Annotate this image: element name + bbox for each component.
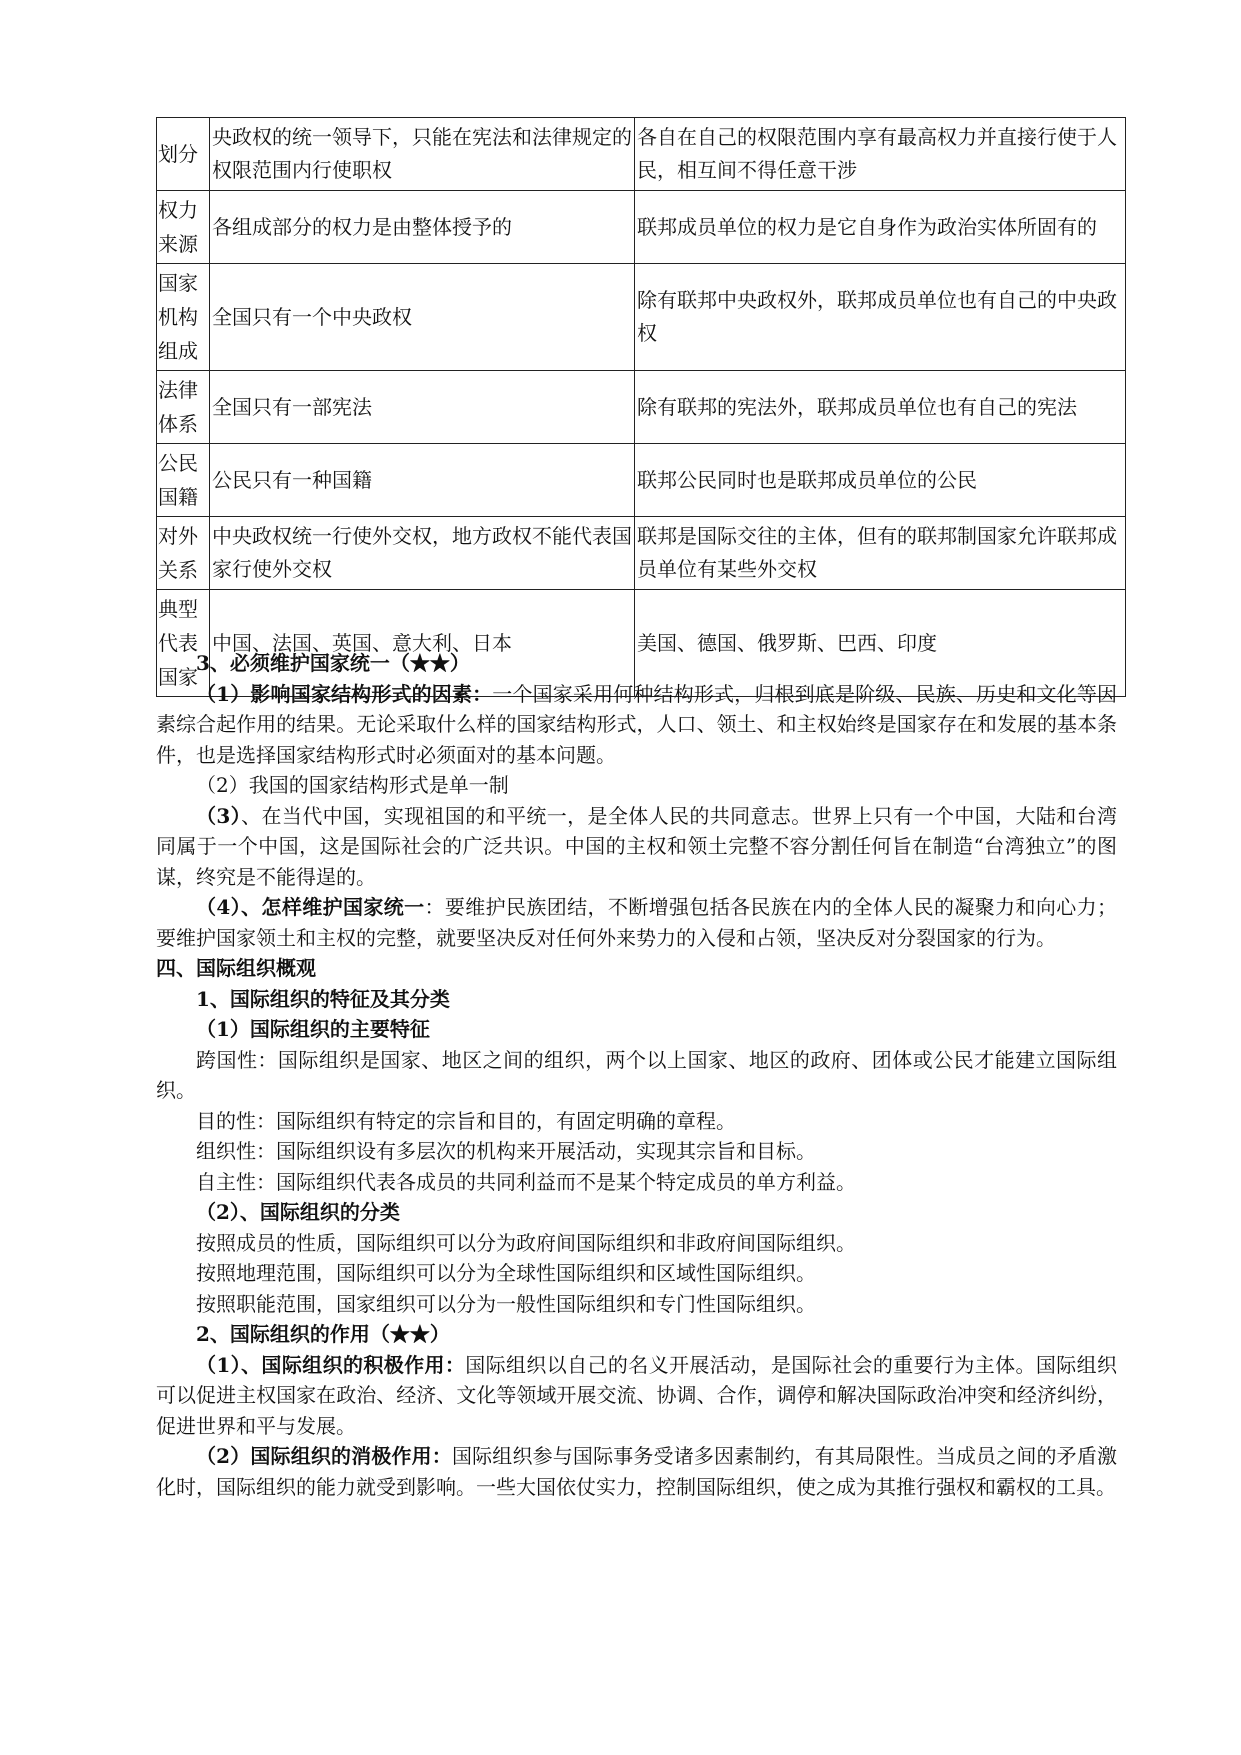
paragraph (156, 1350, 1117, 1442)
table-row (157, 264, 1126, 371)
feature-paragraph: 目的性：国际组织有特定的宗旨和目的，有固定明确的章程。 (196, 1108, 736, 1133)
paragraph-label: （3） (196, 803, 242, 828)
row-label: 对外关系 (157, 517, 210, 590)
table-row (157, 517, 1126, 590)
subheading-text: 2、国际组织的作用（★★） (196, 1322, 450, 1346)
paragraph-text: 国际组织以自己的名义开展活动，是国际社会的重要行为主体。国际组织可以促进主权国家在政治、经济、文化等领域开展交流、协调、合作，调停和解决国际政治冲突和经济纠纷，促进世界和平与发展。 (156, 1352, 1117, 1438)
paragraph-label: （1）、国际组织的积极作用： (196, 1352, 466, 1377)
unitary-cell: 各组成部分的权力是由整体授予的 (210, 191, 635, 264)
row-label: 国家机构组成 (157, 264, 210, 371)
federal-cell: 联邦是国际交往的主体，但有的联邦制国家允许联邦成员单位有某些外交权 (635, 517, 1126, 590)
unitary-cell: 中央政权统一行使外交权，地方政权不能代表国家行使外交权 (210, 517, 635, 590)
feature-paragraph: 自主性：国际组织代表各成员的共同利益而不是某个特定成员的单方利益。 (196, 1169, 856, 1194)
comparison-table (156, 117, 1126, 697)
table-row (157, 118, 1126, 191)
paragraph-label: （2）国际组织的消极作用： (196, 1444, 452, 1468)
subheading (156, 1197, 1117, 1228)
paragraph-text: 国际组织参与国际事务受诸多因素制约，有其局限性。当成员之间的矛盾激化时，国际组织的能力就受到影响。一些大国依仗实力，控制国际组织，使之成为其推行强权和霸权的工具。 (156, 1444, 1118, 1499)
unitary-cell: 央政权的统一领导下，只能在宪法和法律规定的权限范围内行使职权 (210, 118, 635, 191)
paragraph-text: 一个国家采用何种结构形式，归根到底是阶级、民族、历史和文化等因素综合起作用的结果。无论采取什么样的国家结构形式，人口、领土、和主权始终是国家存在和发展的基本条件，也是选择国家结构形式时必须面对的基本问题。 (156, 681, 1117, 767)
row-label: 法律体系 (157, 371, 210, 444)
federal-cell: 联邦成员单位的权力是它自身作为政治实体所固有的 (635, 191, 1126, 264)
subheading (156, 1014, 1117, 1045)
unitary-cell: 全国只有一部宪法 (210, 371, 635, 444)
row-label: 典型代表国家 (157, 590, 210, 697)
unitary-cell: 公民只有一种国籍 (210, 444, 635, 517)
row-label: 公民国籍 (157, 444, 210, 517)
comparison-table-body (157, 118, 1126, 697)
table-row (157, 191, 1126, 264)
class-paragraph: 按照成员的性质，国际组织可以分为政府间国际组织和非政府间国际组织。 (196, 1230, 856, 1255)
unitary-cell: 全国只有一个中央政权 (210, 264, 635, 371)
paragraph-text: 、在当代中国，实现祖国的和平统一，是全体人民的共同意志。世界上只有一个中国，大陆和台湾同属于一个中国，这是国际社会的广泛共识。中国的主权和领土完整不容分割任何旨在制造“台湾独立”的图谋，终究是不能得逞的。 (156, 803, 1118, 889)
paragraph (156, 801, 1117, 893)
unitary-cell: 中国、法国、英国、意大利、日本 (210, 590, 635, 697)
table-row (157, 444, 1126, 517)
subheading-text: 1、国际组织的特征及其分类 (196, 986, 450, 1011)
body-text (156, 648, 1117, 1502)
paragraph-label: （4）、怎样维护国家统一 (196, 895, 425, 919)
feature-paragraph: 跨国性：国际组织是国家、地区之间的组织，两个以上国家、地区的政府、团体或公民才能建立国际组织。 (156, 1047, 1117, 1102)
subheading (156, 1319, 1117, 1350)
heading-text: 3、必须维护国家统一（★★） (196, 651, 470, 675)
table-row (157, 371, 1126, 444)
paragraph (156, 679, 1117, 771)
row-label: 权力来源 (157, 191, 210, 264)
paragraph (156, 1441, 1117, 1502)
paragraph-label: （1）影响国家结构形式的因素： (196, 681, 493, 706)
subheading-text: （2）、国际组织的分类 (196, 1200, 400, 1224)
paragraph-text: ：要维护民族团结，不断增强包括各民族在内的全体人民的凝聚力和向心力；要维护国家领土和主权的完整，就要坚决反对任何外来势力的入侵和占领，坚决反对分裂国家的行为。 (156, 895, 1118, 950)
paragraph: （2）我国的国家结构形式是单一制 (196, 773, 509, 797)
class-paragraph: 按照地理范围，国际组织可以分为全球性国际组织和区域性国际组织。 (196, 1261, 816, 1285)
subheading (156, 984, 1117, 1015)
class-paragraph: 按照职能范围，国家组织可以分为一般性国际组织和专门性国际组织。 (196, 1291, 816, 1316)
feature-paragraph: 组织性：国际组织设有多层次的机构来开展活动，实现其宗旨和目标。 (196, 1139, 816, 1163)
subheading-text: （1）国际组织的主要特征 (196, 1017, 430, 1041)
federal-cell: 除有联邦的宪法外，联邦成员单位也有自己的宪法 (635, 371, 1126, 444)
paragraph (156, 892, 1117, 953)
federal-cell: 各自在自己的权限范围内享有最高权力并直接行使于人民，相互间不得任意干涉 (635, 118, 1126, 191)
federal-cell: 美国、德国、俄罗斯、巴西、印度 (635, 590, 1126, 697)
heading-text: 四、国际组织概观 (156, 956, 316, 980)
federal-cell: 除有联邦中央政权外，联邦成员单位也有自己的中央政权 (635, 264, 1126, 371)
section3-heading (156, 648, 1117, 679)
row-label: 划分 (157, 118, 210, 191)
section4-heading (156, 953, 1117, 984)
federal-cell: 联邦公民同时也是联邦成员单位的公民 (635, 444, 1126, 517)
